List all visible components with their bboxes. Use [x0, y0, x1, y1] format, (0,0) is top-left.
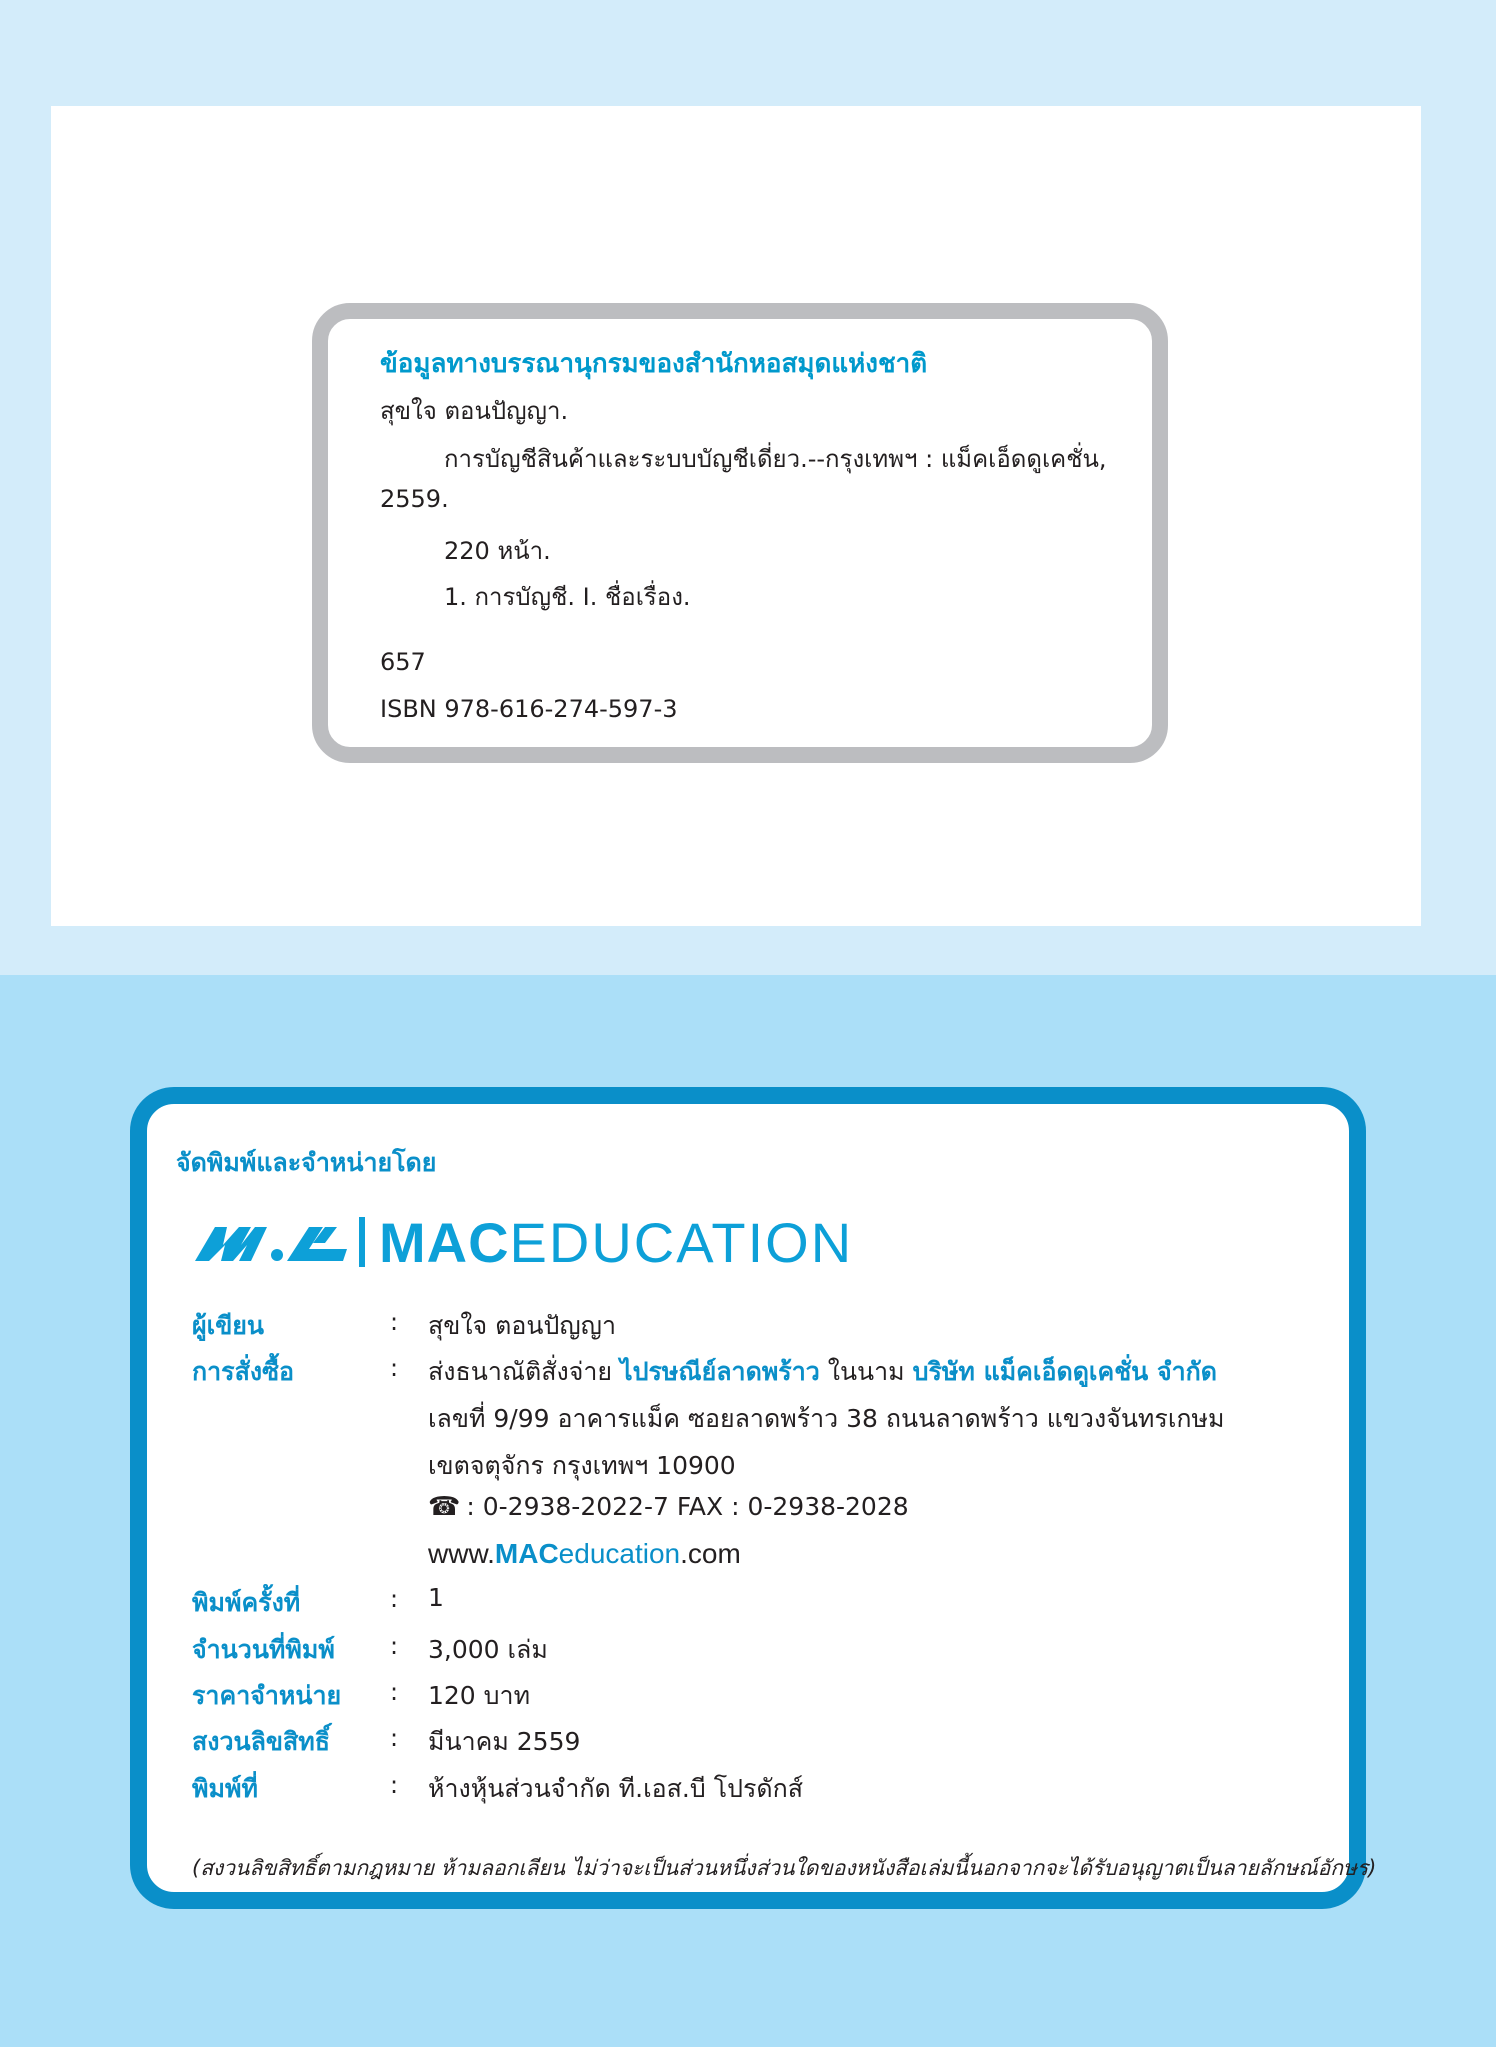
web-mac: MAC	[494, 1538, 559, 1569]
copyright-footnote: (สงวนลิขสิทธิ์ตามกฎหมาย ห้ามลอกเลียน ไม่ว่าจะเป็นส่วนหนึ่งส่วนใดของหนังสือเล่มนี้นอกจากจะได้รับอนุญาตเป็นลายลักษณ์อักษร)	[192, 1856, 1377, 1880]
cip-class-number: 657	[380, 648, 426, 676]
mac-education-logo	[193, 1212, 853, 1272]
copyright-label: สงวนลิขสิทธิ์	[192, 1727, 331, 1756]
edition-value: 1	[428, 1583, 444, 1612]
phone-text: : 0-2938-2022-7 FAX : 0-2938-2028	[466, 1492, 909, 1521]
order-company: บริษัท แม็คเอ็ดดูเคชั่น จำกัด	[912, 1357, 1218, 1386]
price-value: 120 บาท	[428, 1681, 531, 1710]
cip-isbn: ISBN 978-616-274-597-3	[380, 695, 678, 723]
web-education: education	[558, 1538, 681, 1569]
copies-value: 3,000 เล่ม	[428, 1635, 548, 1664]
cip-subject: 1. การบัญชี. I. ชื่อเรื่อง.	[444, 583, 691, 611]
order-post-office: ไปรษณีย์ลาดพร้าว	[620, 1357, 820, 1386]
order-value	[428, 1352, 1217, 1392]
cip-year: 2559.	[380, 485, 449, 513]
cip-pages: 220 หน้า.	[444, 537, 551, 565]
printer-value: ห้างหุ้นส่วนจำกัด ที.เอส.บี โปรดักส์	[428, 1774, 804, 1803]
author-colon: :	[390, 1308, 399, 1336]
order-label: การสั่งซื้อ	[192, 1357, 295, 1386]
order-colon: :	[390, 1354, 399, 1382]
web-www: www.	[428, 1538, 495, 1569]
web-com: .com	[680, 1538, 741, 1569]
mac-logo-icon	[193, 1221, 349, 1263]
copyright-colon: :	[390, 1724, 399, 1752]
cip-title-line: การบัญชีสินค้าและระบบบัญชีเดี่ยว.--กรุงเทพฯ : แม็คเอ็ดดูเคชั่น,	[444, 445, 1107, 473]
edition-colon: :	[390, 1585, 399, 1613]
website-link[interactable]	[428, 1537, 741, 1570]
address-line-1: เลขที่ 9/99 อาคารแม็ค ซอยลาดพร้าว 38 ถนนลาดพร้าว แขวงจันทรเกษม	[428, 1404, 1225, 1433]
author-value: สุขใจ ตอนปัญญา	[428, 1311, 617, 1340]
price-label: ราคาจำหน่าย	[192, 1681, 342, 1710]
logo-mac-text: MAC	[379, 1210, 510, 1274]
logo-education-text: EDUCATION	[509, 1210, 854, 1274]
printer-colon: :	[390, 1771, 399, 1799]
publisher-heading: จัดพิมพ์และจำหน่ายโดย	[176, 1148, 437, 1177]
logo-divider	[359, 1217, 365, 1267]
order-mid-text: ในนาม	[819, 1357, 913, 1386]
cip-title: ข้อมูลทางบรรณานุกรมของสำนักหอสมุดแห่งชาติ	[380, 349, 928, 379]
address-line-2: เขตจตุจักร กรุงเทพฯ 10900	[428, 1451, 736, 1480]
copies-label: จำนวนที่พิมพ์	[192, 1635, 335, 1664]
copyright-value: มีนาคม 2559	[428, 1727, 581, 1756]
copies-colon: :	[390, 1632, 399, 1660]
price-colon: :	[390, 1678, 399, 1706]
cip-author: สุขใจ ตอนปัญญา.	[380, 397, 569, 425]
telephone-icon: ☎	[428, 1492, 461, 1522]
author-label: ผู้เขียน	[192, 1311, 265, 1340]
edition-label: พิมพ์ครั้งที่	[192, 1588, 301, 1617]
phone-line	[428, 1492, 909, 1522]
printer-label: พิมพ์ที่	[192, 1774, 258, 1803]
order-pre-text: ส่งธนาณัติสั่งจ่าย	[428, 1357, 621, 1386]
